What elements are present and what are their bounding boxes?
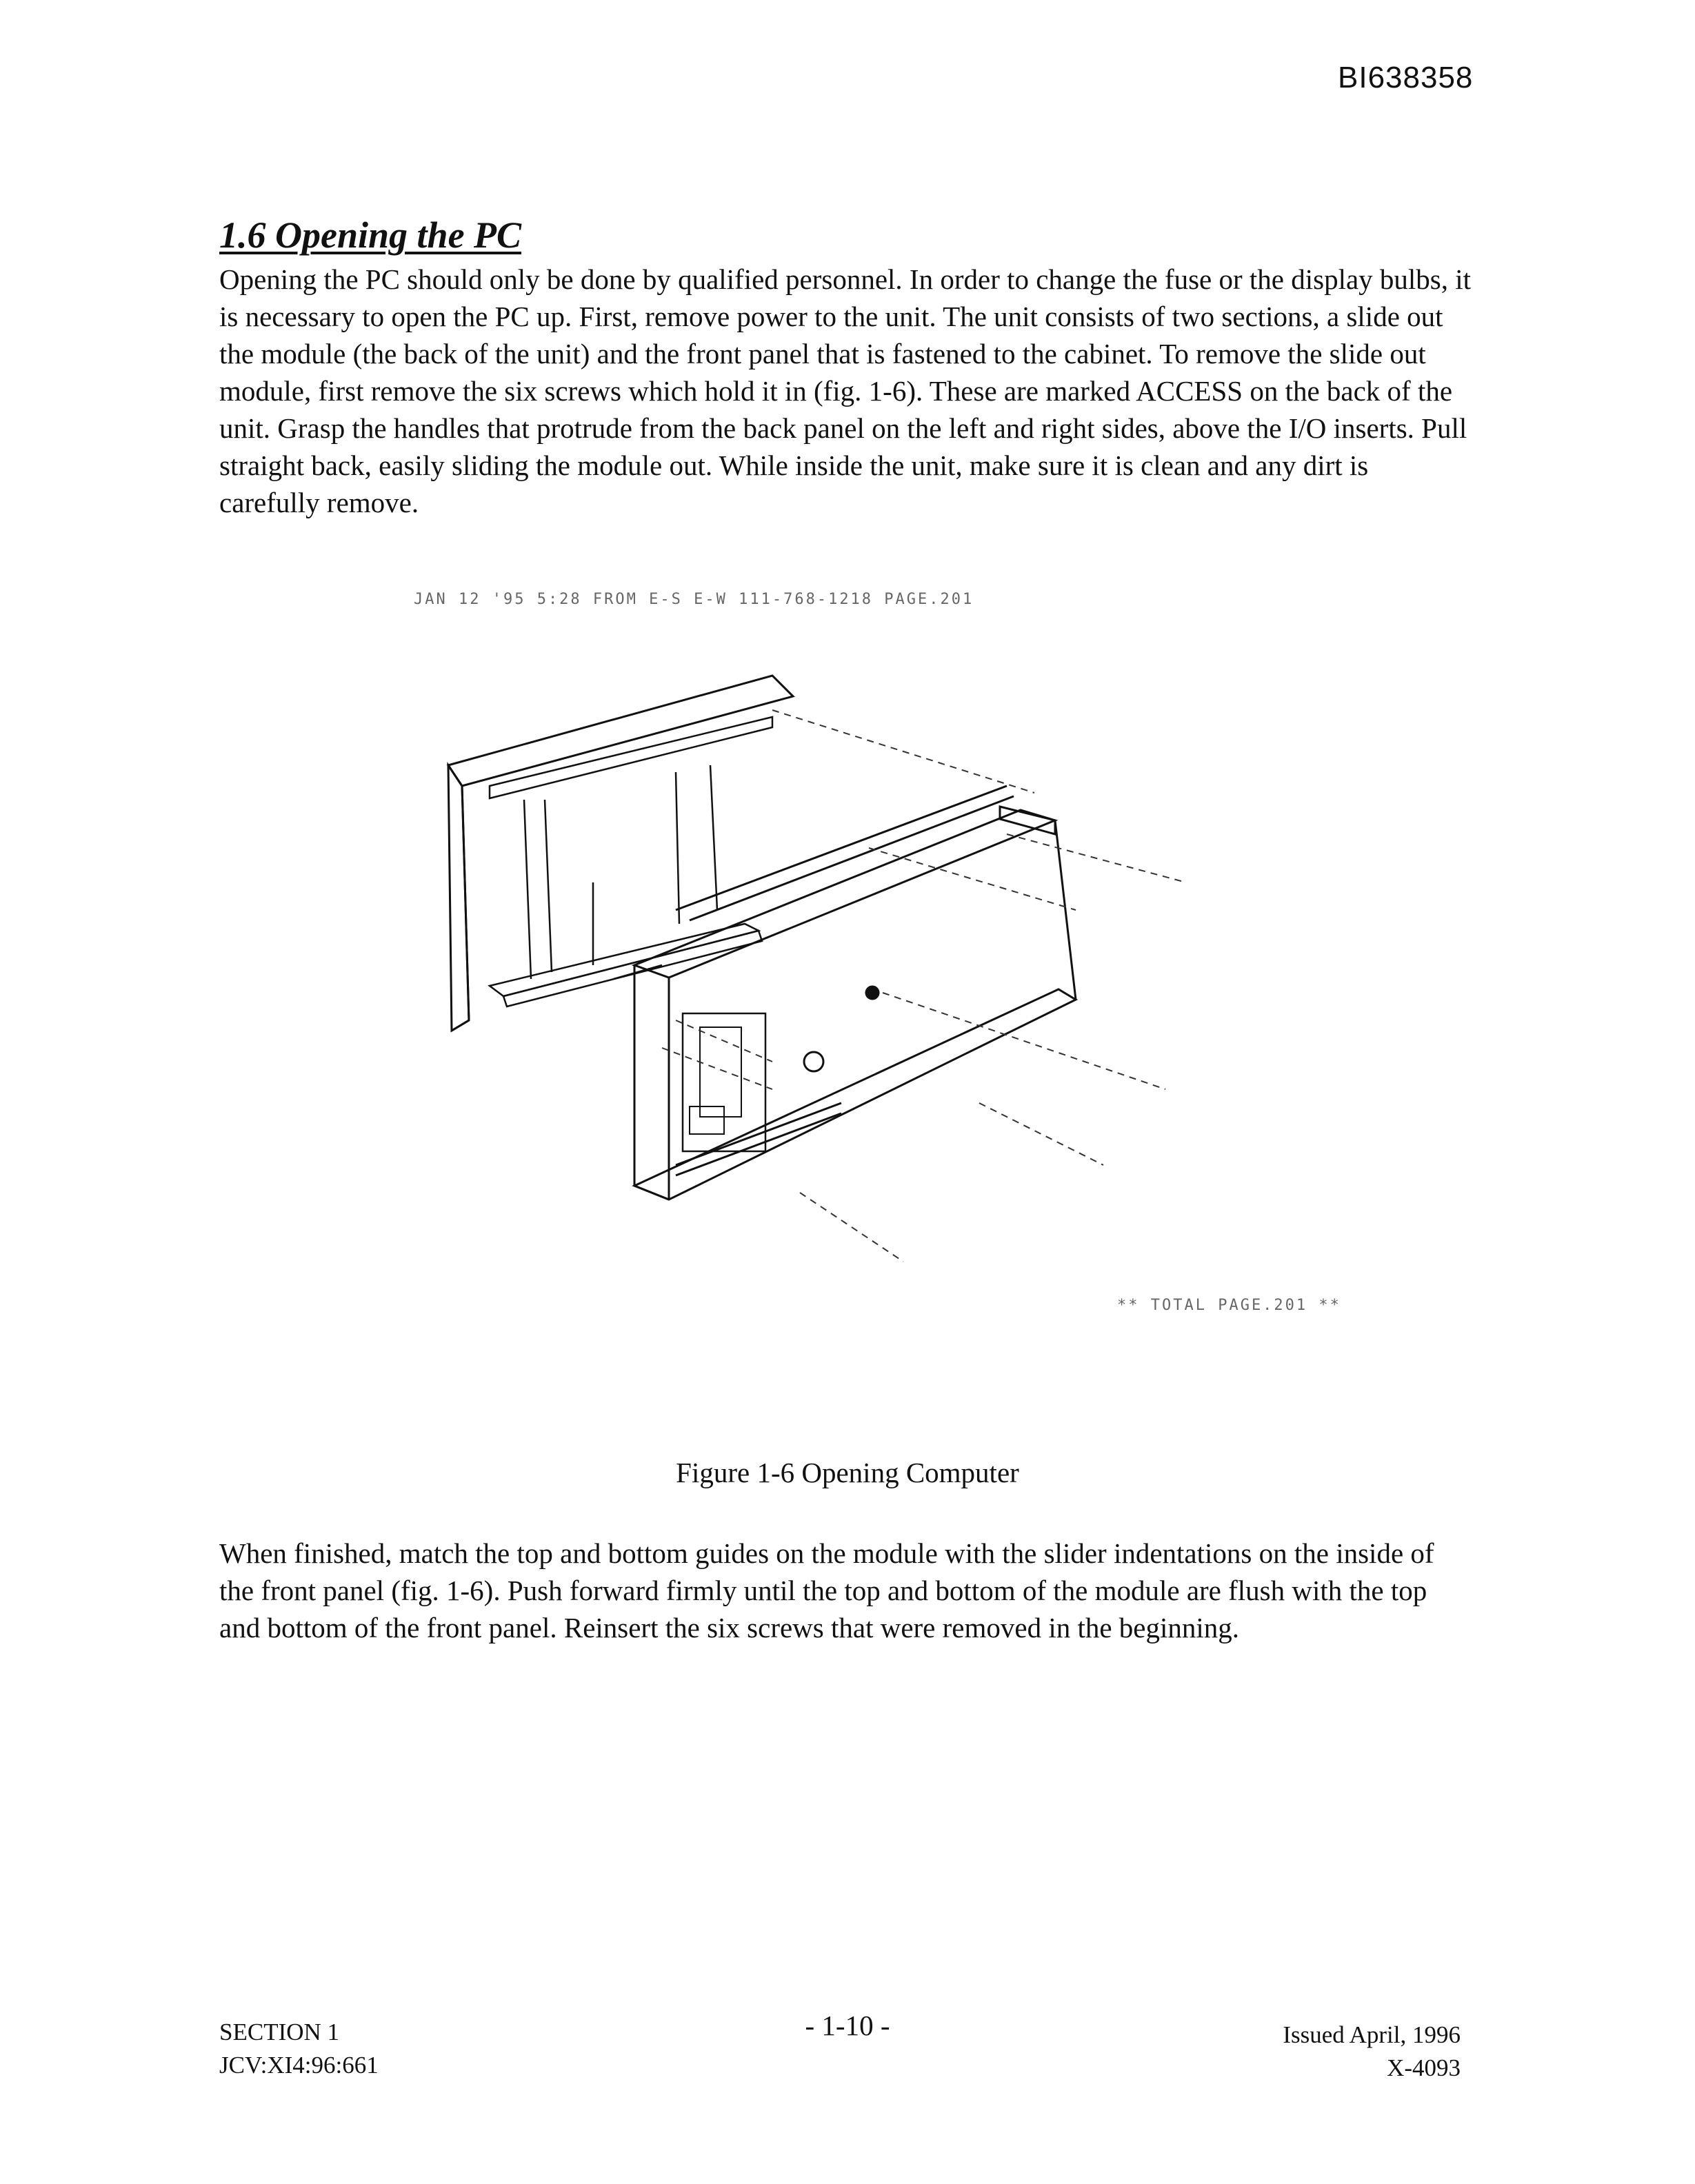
section-title: 1.6 Opening the PC bbox=[219, 214, 522, 256]
front-cabinet-frame bbox=[490, 717, 772, 1007]
exploded-view-drawing bbox=[386, 579, 1379, 1324]
page-number: - 1-10 - bbox=[805, 2010, 890, 2041]
exploded-guide-lines bbox=[662, 710, 1186, 1262]
figure-opening-computer bbox=[386, 579, 1379, 1324]
document-id: BI638358 bbox=[1338, 61, 1474, 94]
fax-footer-text: ** TOTAL PAGE.201 ** bbox=[1117, 1297, 1341, 1314]
footer-issued: Issued April, 1996 bbox=[1283, 2021, 1461, 2048]
footer-code: JCV:XI4:96:661 bbox=[219, 2052, 379, 2079]
footer-section: SECTION 1 bbox=[219, 2019, 340, 2045]
fax-header-text: JAN 12 '95 5:28 FROM E-S E-W 111-768-1218 PAGE.201 bbox=[414, 591, 974, 608]
footer-right bbox=[1172, 2019, 1461, 2085]
instruction-paragraph-1: Opening the PC should only be done by qualified personnel. In order to change the fuse or the display bulbs, it is necessary to open the PC up. First, remove power to the unit. The unit consists of two sections, a slide out the module (the back of the unit) and the front panel that is fastened to the cabinet. To remove the slide out module, first remove the six screws which hold it in (fig. 1-6). These are marked ACCESS on the back of the unit. Grasp the handles that protrude from the back panel on the left and right sides, above the I/O inserts. Pull straight back, easily sliding the module out. While inside the unit, make sure it is clean and any dirt is carefully remove. bbox=[219, 263, 1472, 518]
instruction-paragraph-2: When finished, match the top and bottom guides on the module with the slider indentations on the inside of the front panel (fig. 1-6). Push forward firmly until the top and bottom of the module are flush with the top and bottom of the front panel. Reinsert the six screws that were removed in the beginning. bbox=[219, 1537, 1434, 1644]
figure-caption: Figure 1-6 Opening Computer bbox=[676, 1457, 1019, 1488]
slide-out-module bbox=[634, 786, 1076, 1200]
footer-form-number: X-4093 bbox=[1387, 2054, 1461, 2081]
